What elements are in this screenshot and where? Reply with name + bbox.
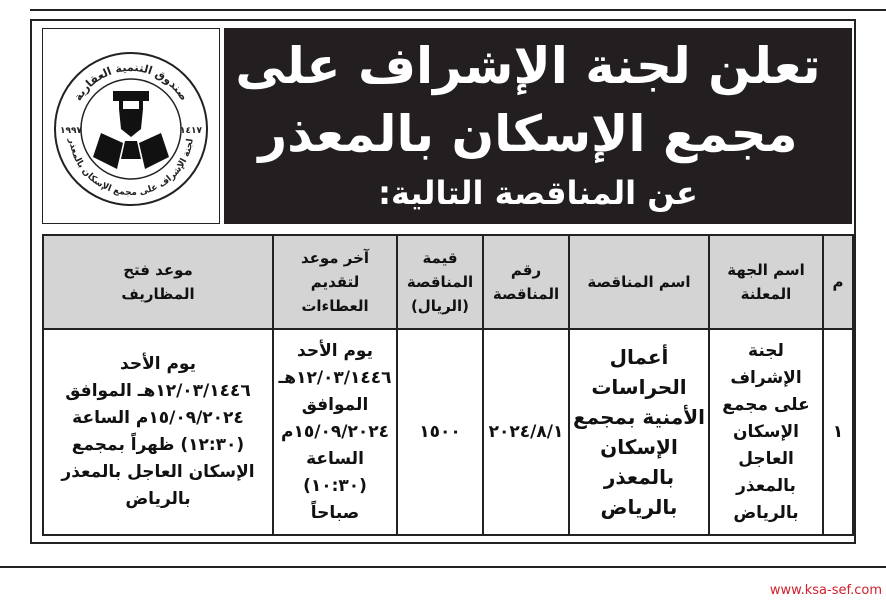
top-rule	[30, 9, 886, 11]
logo-year-left: ١٩٩٧	[60, 126, 82, 136]
table-row	[43, 329, 853, 535]
website-link[interactable]: www.ksa-sef.com	[769, 583, 882, 598]
header-tender-value: قيمة المناقصة (الريال)	[397, 235, 483, 329]
header-opening: موعد فتح المظاريف	[43, 235, 273, 329]
fund-logo-icon	[43, 29, 219, 223]
header-num: م	[823, 235, 853, 329]
logo-arc-bottom: لجنة الإشراف على مجمع الإسكان بالمعذر	[66, 137, 196, 199]
logo-box	[42, 28, 220, 224]
header-deadline: آخر موعد لتقديم العطاءات	[273, 235, 397, 329]
logo-year-right: ١٤١٧	[180, 126, 202, 136]
logo-arc-top: صندوق التنمية العقارية	[71, 60, 191, 104]
headline-line-1: تعلن لجنة الإشراف على	[235, 37, 821, 95]
table-header-row	[43, 235, 853, 329]
cell-opening: يوم الأحد ١٢/٠٣/١٤٤٦هـ الموافق ١٥/٠٩/٢٠٢٤م الساعة (١٢:٣٠) ظهراً بمجمع الإسكان العاجل بالمعذر بالرياض	[43, 329, 273, 535]
cell-tender-name: أعمال الحراسات الأمنية بمجمع الإسكان بالمعذر بالرياض	[569, 329, 709, 535]
tender-table	[42, 234, 854, 536]
header-tender-number: رقم المناقصة	[483, 235, 569, 329]
headline-line-2: مجمع الإسكان بالمعذر	[258, 105, 798, 163]
announcement-banner	[224, 28, 852, 224]
headline-line-3: عن المناقصة التالية:	[378, 174, 698, 212]
cell-tender-value: ١٥٠٠	[397, 329, 483, 535]
bottom-rule	[0, 566, 886, 568]
header-tender-name: اسم المناقصة	[569, 235, 709, 329]
cell-tender-number: ٢٠٢٤/٨/١	[483, 329, 569, 535]
cell-deadline: يوم الأحد ١٢/٠٣/١٤٤٦هـ الموافق ١٥/٠٩/٢٠٢٤م الساعة (١٠:٣٠) صباحاً	[273, 329, 397, 535]
cell-entity: لجنة الإشراف على مجمع الإسكان العاجل بالمعذر بالرياض	[709, 329, 823, 535]
ad-header	[42, 28, 852, 224]
header-entity: اسم الجهة المعلنة	[709, 235, 823, 329]
cell-num: ١	[823, 329, 853, 535]
